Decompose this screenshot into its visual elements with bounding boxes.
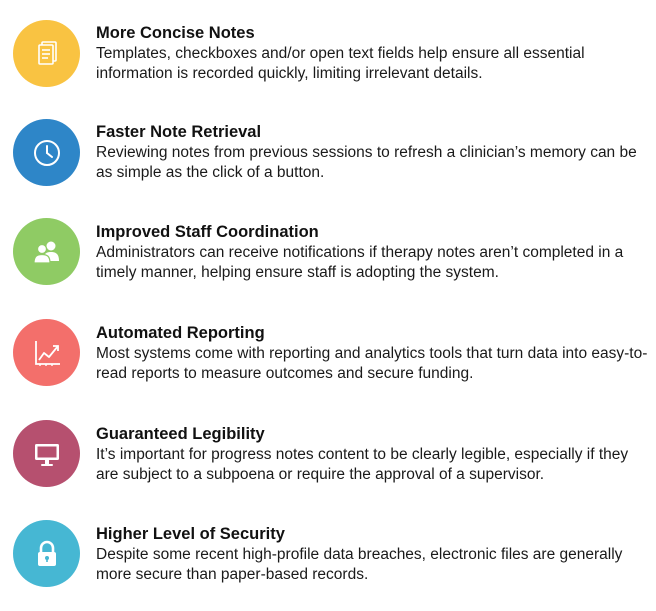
benefit-text: [96, 222, 650, 282]
benefit-text: [96, 122, 650, 182]
monitor-icon-circle: [13, 420, 80, 487]
benefit-description: Despite some recent high-profile data breaches, electronic files are generally more secure than paper-based records.: [96, 546, 623, 583]
notes-icon-circle: [13, 20, 80, 87]
clock-icon-circle: [13, 119, 80, 186]
chart-icon-circle: [13, 319, 80, 386]
lock-icon-circle: [13, 520, 80, 587]
benefit-item-note-retrieval: [0, 100, 656, 200]
benefit-text: [96, 524, 650, 584]
lock-icon: [30, 537, 64, 571]
benefit-title: Faster Note Retrieval: [96, 123, 262, 141]
benefit-title: Improved Staff Coordination: [96, 223, 319, 241]
benefit-item-staff-coordination: [0, 200, 656, 300]
benefit-description: Reviewing notes from previous sessions to refresh a clinician’s memory can be as simple as the click of a button.: [96, 144, 637, 181]
users-icon-circle: [13, 218, 80, 285]
benefit-description: Administrators can receive notifications if therapy notes aren’t completed in a timely manner, helping ensure staff is adopting the system.: [96, 244, 624, 281]
benefit-title: Higher Level of Security: [96, 525, 285, 543]
chart-icon: [30, 336, 64, 370]
benefit-description: Most systems come with reporting and analytics tools that turn data into easy-to-read reports to measure outcomes and secure funding.: [96, 345, 648, 382]
benefit-text: [96, 424, 650, 484]
benefit-text: [96, 323, 650, 383]
users-icon: [30, 235, 64, 269]
clock-icon: [30, 136, 64, 170]
benefit-description: It’s important for progress notes content to be clearly legible, especially if they are subject to a subpoena or require the approval of a supervisor.: [96, 446, 629, 483]
benefit-description: Templates, checkboxes and/or open text fields help ensure all essential information is recorded quickly, limiting irrelevant details.: [96, 45, 585, 82]
benefit-title: Automated Reporting: [96, 324, 265, 342]
benefit-item-security: [0, 502, 656, 602]
notes-icon: [30, 37, 64, 71]
monitor-icon: [30, 437, 64, 471]
benefit-item-legibility: [0, 401, 656, 501]
benefit-item-automated-reporting: [0, 300, 656, 400]
benefit-item-concise-notes: [0, 0, 656, 100]
benefit-text: [96, 23, 650, 83]
benefit-title: More Concise Notes: [96, 24, 255, 42]
benefit-title: Guaranteed Legibility: [96, 425, 265, 443]
